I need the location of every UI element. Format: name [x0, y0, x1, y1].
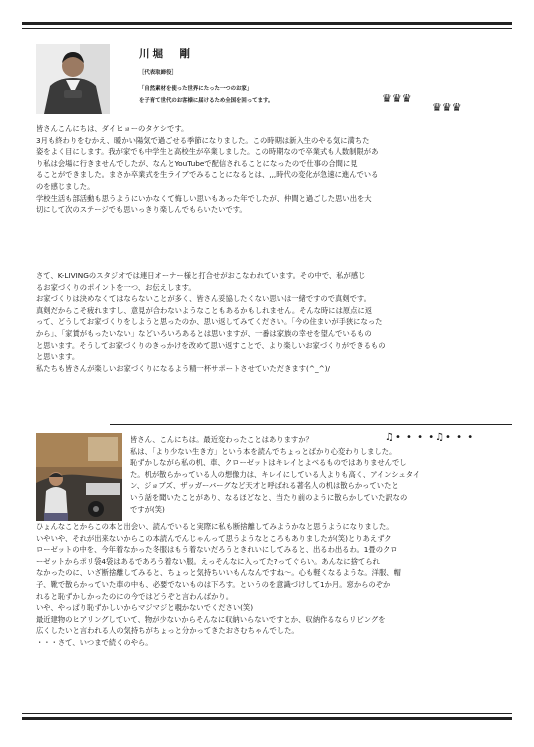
- text-line: と思います。: [36, 352, 80, 362]
- bottom-rule-thin: [22, 713, 512, 714]
- text-line: 私たちも皆さんが楽しいお家づくりになるよう精一杯サポートさせていただきます(^_^)/: [36, 363, 331, 373]
- text-line: 子、靴で散らかっていた車の中も、必要でないものは下ろす。というのを意識づけして1か月。窓からのぞか: [36, 579, 391, 589]
- text-line: 3月も終わりをむかえ、暖かい陽気で過ごせる季節になりました。この時期は新入生のやる気に満ちた: [36, 135, 370, 145]
- text-line: れると恥ずかしかったのにの今ではどうぞと言わんばかり。: [36, 591, 234, 601]
- text-line: いやいや、それが出来ないからこの本読んでんじゃんって思うようなところもありましたが(笑)とりあえずク: [36, 533, 392, 543]
- minimalism-intro: [130, 434, 470, 515]
- man-portrait-icon: [36, 44, 110, 114]
- text-line: るお家づくりのポイントを一つ、お伝えします。: [36, 282, 196, 292]
- text-line: 切にして次のステージでも思いっきり楽しんでもらいたいです。: [36, 205, 247, 215]
- text-line: 真剣だからこそ疲れますし、意見が合わないようなこともあるかもしれません。そんな時には原点に返: [36, 305, 373, 315]
- text-line: いう話を聞いたことがあり、なるほどなと、当たり前のように散らかしていた訳なの: [130, 492, 408, 502]
- bottom-rule-thick: [22, 717, 512, 720]
- text-line: から」、「家賃がもったいない」などいろいろあるとは思いますが、一番は家族の幸せを望んでいるもの: [36, 328, 372, 338]
- text-line: ですが(笑): [130, 504, 165, 514]
- profile-motto-line-2: を子育て世代のお客様に届けるため全国を回ってます。: [139, 98, 274, 104]
- text-line: 私は、「より少ない生き方」という本を読んでちょっとばかり心変わりしました。: [130, 446, 397, 456]
- profile-name: 川堀 剛: [139, 48, 193, 60]
- crown-icons-right: ♛♛♛: [432, 101, 462, 114]
- person-car-photo-icon: [36, 433, 122, 521]
- text-line: 皆さん、こんにちは。最近変わったことはありますか？: [130, 435, 313, 444]
- text-line: お家づくりは決めなくてはならないことが多く、皆さん妥協したくない思いは一緒ですので真剣です。: [36, 294, 371, 304]
- text-line: って、どうしてお家づくりをしようと思ったのか、思い返してみてください。「今の住まいが手狭になった: [36, 317, 383, 327]
- text-line: 姿をよく目にします。我が家でも中学生と高校生が卒業しました。この時期なので卒業式も人数制限があ: [36, 147, 379, 157]
- music-notes-decoration: ♫• • • •♫• • •: [385, 432, 475, 443]
- profile-motto-line-1: 「自然素材を使った世界にたった一つのお家」: [139, 86, 253, 92]
- house-building-section: [36, 270, 504, 374]
- text-line: なかったのに、いざ断捨離してみると、ちょっと気持ちいいもんなんですね～。心も軽くなるような。洋服、帽: [36, 568, 401, 578]
- text-line: 恥ずかしながら私の机、車、クローゼットはキレイとよべるものではありませんでし: [130, 458, 407, 468]
- text-line: 最近建物のヒアリングしていて、物が少ないからそんなに収納いらないですとか、収納作るならリビングを: [36, 614, 386, 624]
- text-line: さて、K-LIVINGのスタジオでは連日オーナー様と打合せがおこなわれています。その中で、私が感じ: [36, 271, 366, 280]
- text-line: 皆さんこんにちは、ダイヒョーのタケシです。: [36, 124, 189, 133]
- profile-photo: [36, 44, 110, 114]
- text-line: ることができました。まさか卒業式を生ライブでみることになるとは、,,,時代の変化が急速に進んでいる: [36, 170, 379, 180]
- section-divider: [110, 424, 512, 425]
- text-line: のを感じました。: [36, 181, 95, 191]
- text-line: ン、ジョブズ、ザッガーバーグなど天才と呼ばれる著名人の机は散らかっていたと: [130, 481, 399, 491]
- text-line: 広くしたいと言われる人の気持ちがちょっと分かってきたおさむちゃんでした。: [36, 626, 299, 636]
- text-line: ・・・さて、いつまで続くのやら。: [36, 637, 153, 647]
- crown-icons-left: ♛♛♛: [382, 92, 412, 105]
- text-line: り私は会場に行きませんでしたが、なんとYouTubeで配信されることになったので仕事の合間に見: [36, 158, 358, 168]
- text-line: ーゼットからポリ袋4袋はあるであろう着ない服。えっそんなに入ってた?ってぐらい。あんなに捨てられ: [36, 556, 380, 566]
- staff-photo: [36, 433, 122, 521]
- text-line: ローゼットの中を、今年着なかった冬服はもう着ないだろうときれいにしてみると、出るわ出るわ。1畳のクロ: [36, 545, 398, 555]
- minimalism-story: [36, 521, 504, 649]
- top-rule-thin: [22, 28, 512, 29]
- profile-role: ［代表取締役］: [139, 70, 177, 76]
- text-line: ひょんなことからこの本と出会い、読んでいると実際に私も断捨離してみようかなと思うようになりました。: [36, 522, 394, 531]
- text-line: 学校生活も部活動も思うようにいかなくて悔しい思いもあった年でしたが、仲間と過ごした思い出を大: [36, 193, 372, 203]
- top-rule-thick: [22, 22, 512, 25]
- text-line: いや、やっぱり恥ずかしいからマジマジと覗かないでください(笑): [36, 603, 254, 613]
- greeting-section: [36, 123, 504, 216]
- text-line: た。机が散らかっている人の想像力は、キレイにしている人よりも高く、アインシュタイ: [130, 469, 421, 479]
- text-line: と思います。そうしてお家づくりのきっかけを改めて思い返すことで、より楽しいお家づくりができるもの: [36, 340, 386, 350]
